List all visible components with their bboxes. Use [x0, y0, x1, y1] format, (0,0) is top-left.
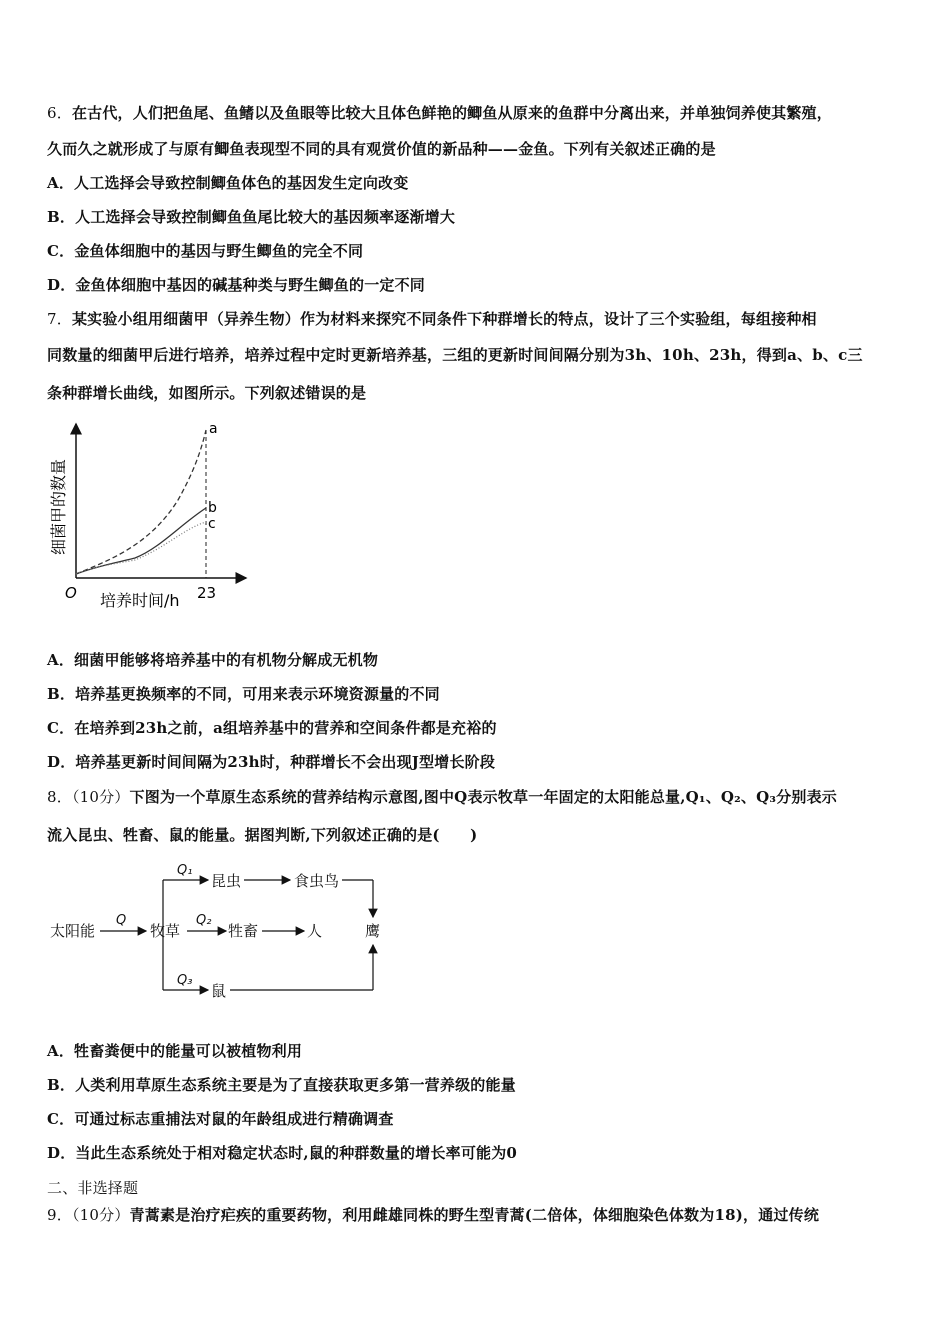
- q7-option-d: D．培养基更新时间间隔为23h时，种群增长不会出现J型增长阶段: [47, 753, 496, 771]
- x-axis-label: 培养时间/h: [100, 591, 180, 610]
- node-sun: 太阳能: [50, 922, 96, 940]
- q6-option-a: A．人工选择会导致控制鲫鱼体色的基因发生定向改变: [47, 174, 409, 192]
- q6-option-d: D．金鱼体细胞中基因的碱基种类与野生鲫鱼的一定不同: [47, 276, 426, 294]
- q8-option-b: B．人类利用草原生态系统主要是为了直接获取更多第一营养级的能量: [47, 1076, 516, 1094]
- q6-number: 6．: [47, 104, 72, 122]
- q7-stem-line2: 同数量的细菌甲后进行培养，培养过程中定时更新培养基，三组的更新时间间隔分别为3h、10h、23h，得到a、b、c三: [47, 346, 863, 364]
- q7-option-b: B．培养基更换频率的不同，可用来表示环境资源量的不同: [47, 685, 440, 703]
- label-q1: Q₁: [177, 863, 193, 878]
- node-mouse: 鼠: [211, 982, 227, 1000]
- curve-b: [76, 508, 206, 574]
- q8-stem-text: 下图为一个草原生态系统的营养结构示意图,图中Q表示牧草一年固定的太阳能总量,Q₁、Q₂、Q₃分别表示: [129, 788, 837, 806]
- label-q: Q: [116, 913, 127, 928]
- q7-option-c: C．在培养到23h之前，a组培养基中的营养和空间条件都是充裕的: [47, 719, 497, 737]
- q8-option-c: C．可通过标志重捕法对鼠的年龄组成进行精确调查: [47, 1110, 394, 1128]
- label-q2: Q₂: [196, 913, 212, 928]
- q9-score: （10分）: [71, 1206, 130, 1224]
- node-eagle: 鹰: [365, 922, 381, 940]
- node-bird: 食虫鸟: [294, 872, 340, 890]
- q8-option-d: D．当此生态系统处于相对稳定状态时,鼠的种群数量的增长率可能为0: [47, 1144, 518, 1162]
- q8-score: （10分）: [71, 788, 130, 806]
- q6-option-b: B．人工选择会导致控制鲫鱼鱼尾比较大的基因频率逐渐增大: [47, 208, 456, 226]
- origin-label: O: [65, 584, 77, 602]
- q8-stem-line1: [47, 787, 837, 807]
- q7-option-a: A．细菌甲能够将培养基中的有机物分解成无机物: [47, 651, 379, 669]
- curve-c: [76, 522, 206, 574]
- x-tick-23: 23: [197, 584, 217, 602]
- node-livestock: 牲畜: [228, 922, 259, 940]
- node-insect: 昆虫: [211, 872, 242, 890]
- curve-a-label: a: [209, 421, 218, 437]
- q7-stem-line1: [47, 309, 817, 329]
- q7-stem-line3: 条种群增长曲线，如图所示。下列叙述错误的是: [47, 384, 367, 402]
- curve-c-label: c: [208, 516, 216, 532]
- q6-stem-line1: [47, 103, 832, 123]
- section-heading-non-choice: 二、非选择题: [47, 1179, 139, 1197]
- node-grass: 牧草: [150, 922, 181, 940]
- q8-food-web-diagram: [50, 863, 380, 1000]
- q8-stem-line2: 流入昆虫、牲畜、鼠的能量。据图判断,下列叙述正确的是( ): [47, 826, 478, 844]
- q8-number: 8．: [47, 788, 72, 806]
- q9-number: 9．: [47, 1206, 72, 1224]
- q6-stem-text: 在古代，人们把鱼尾、鱼鳍以及鱼眼等比较大且体色鲜艳的鲫鱼从原来的鱼群中分离出来，并单独饲养使其繁殖，: [71, 104, 832, 122]
- label-q3: Q₃: [177, 973, 193, 988]
- q7-stem-text: 某实验小组用细菌甲（异养生物）作为材料来探究不同条件下种群增长的特点，设计了三个实验组，每组接种相: [71, 310, 817, 328]
- curve-b-label: b: [208, 500, 217, 516]
- q9-stem-text: 青蒿素是治疗疟疾的重要药物，利用雌雄同株的野生型青蒿(二倍体，体细胞染色体数为18)，通过传统: [129, 1206, 820, 1224]
- curve-a: [76, 430, 206, 574]
- q9-stem-line1: [47, 1205, 819, 1225]
- y-axis-label: 细菌甲的数量: [49, 458, 68, 555]
- q7-number: 7．: [47, 310, 72, 328]
- q6-option-c: C．金鱼体细胞中的基因与野生鲫鱼的完全不同: [47, 242, 364, 260]
- q8-option-a: A．牲畜粪便中的能量可以被植物利用: [47, 1042, 303, 1060]
- q6-stem-line2: 久而久之就形成了与原有鲫鱼表现型不同的具有观赏价值的新品种——金鱼。下列有关叙述正确的是: [47, 140, 716, 158]
- node-human: 人: [307, 922, 323, 940]
